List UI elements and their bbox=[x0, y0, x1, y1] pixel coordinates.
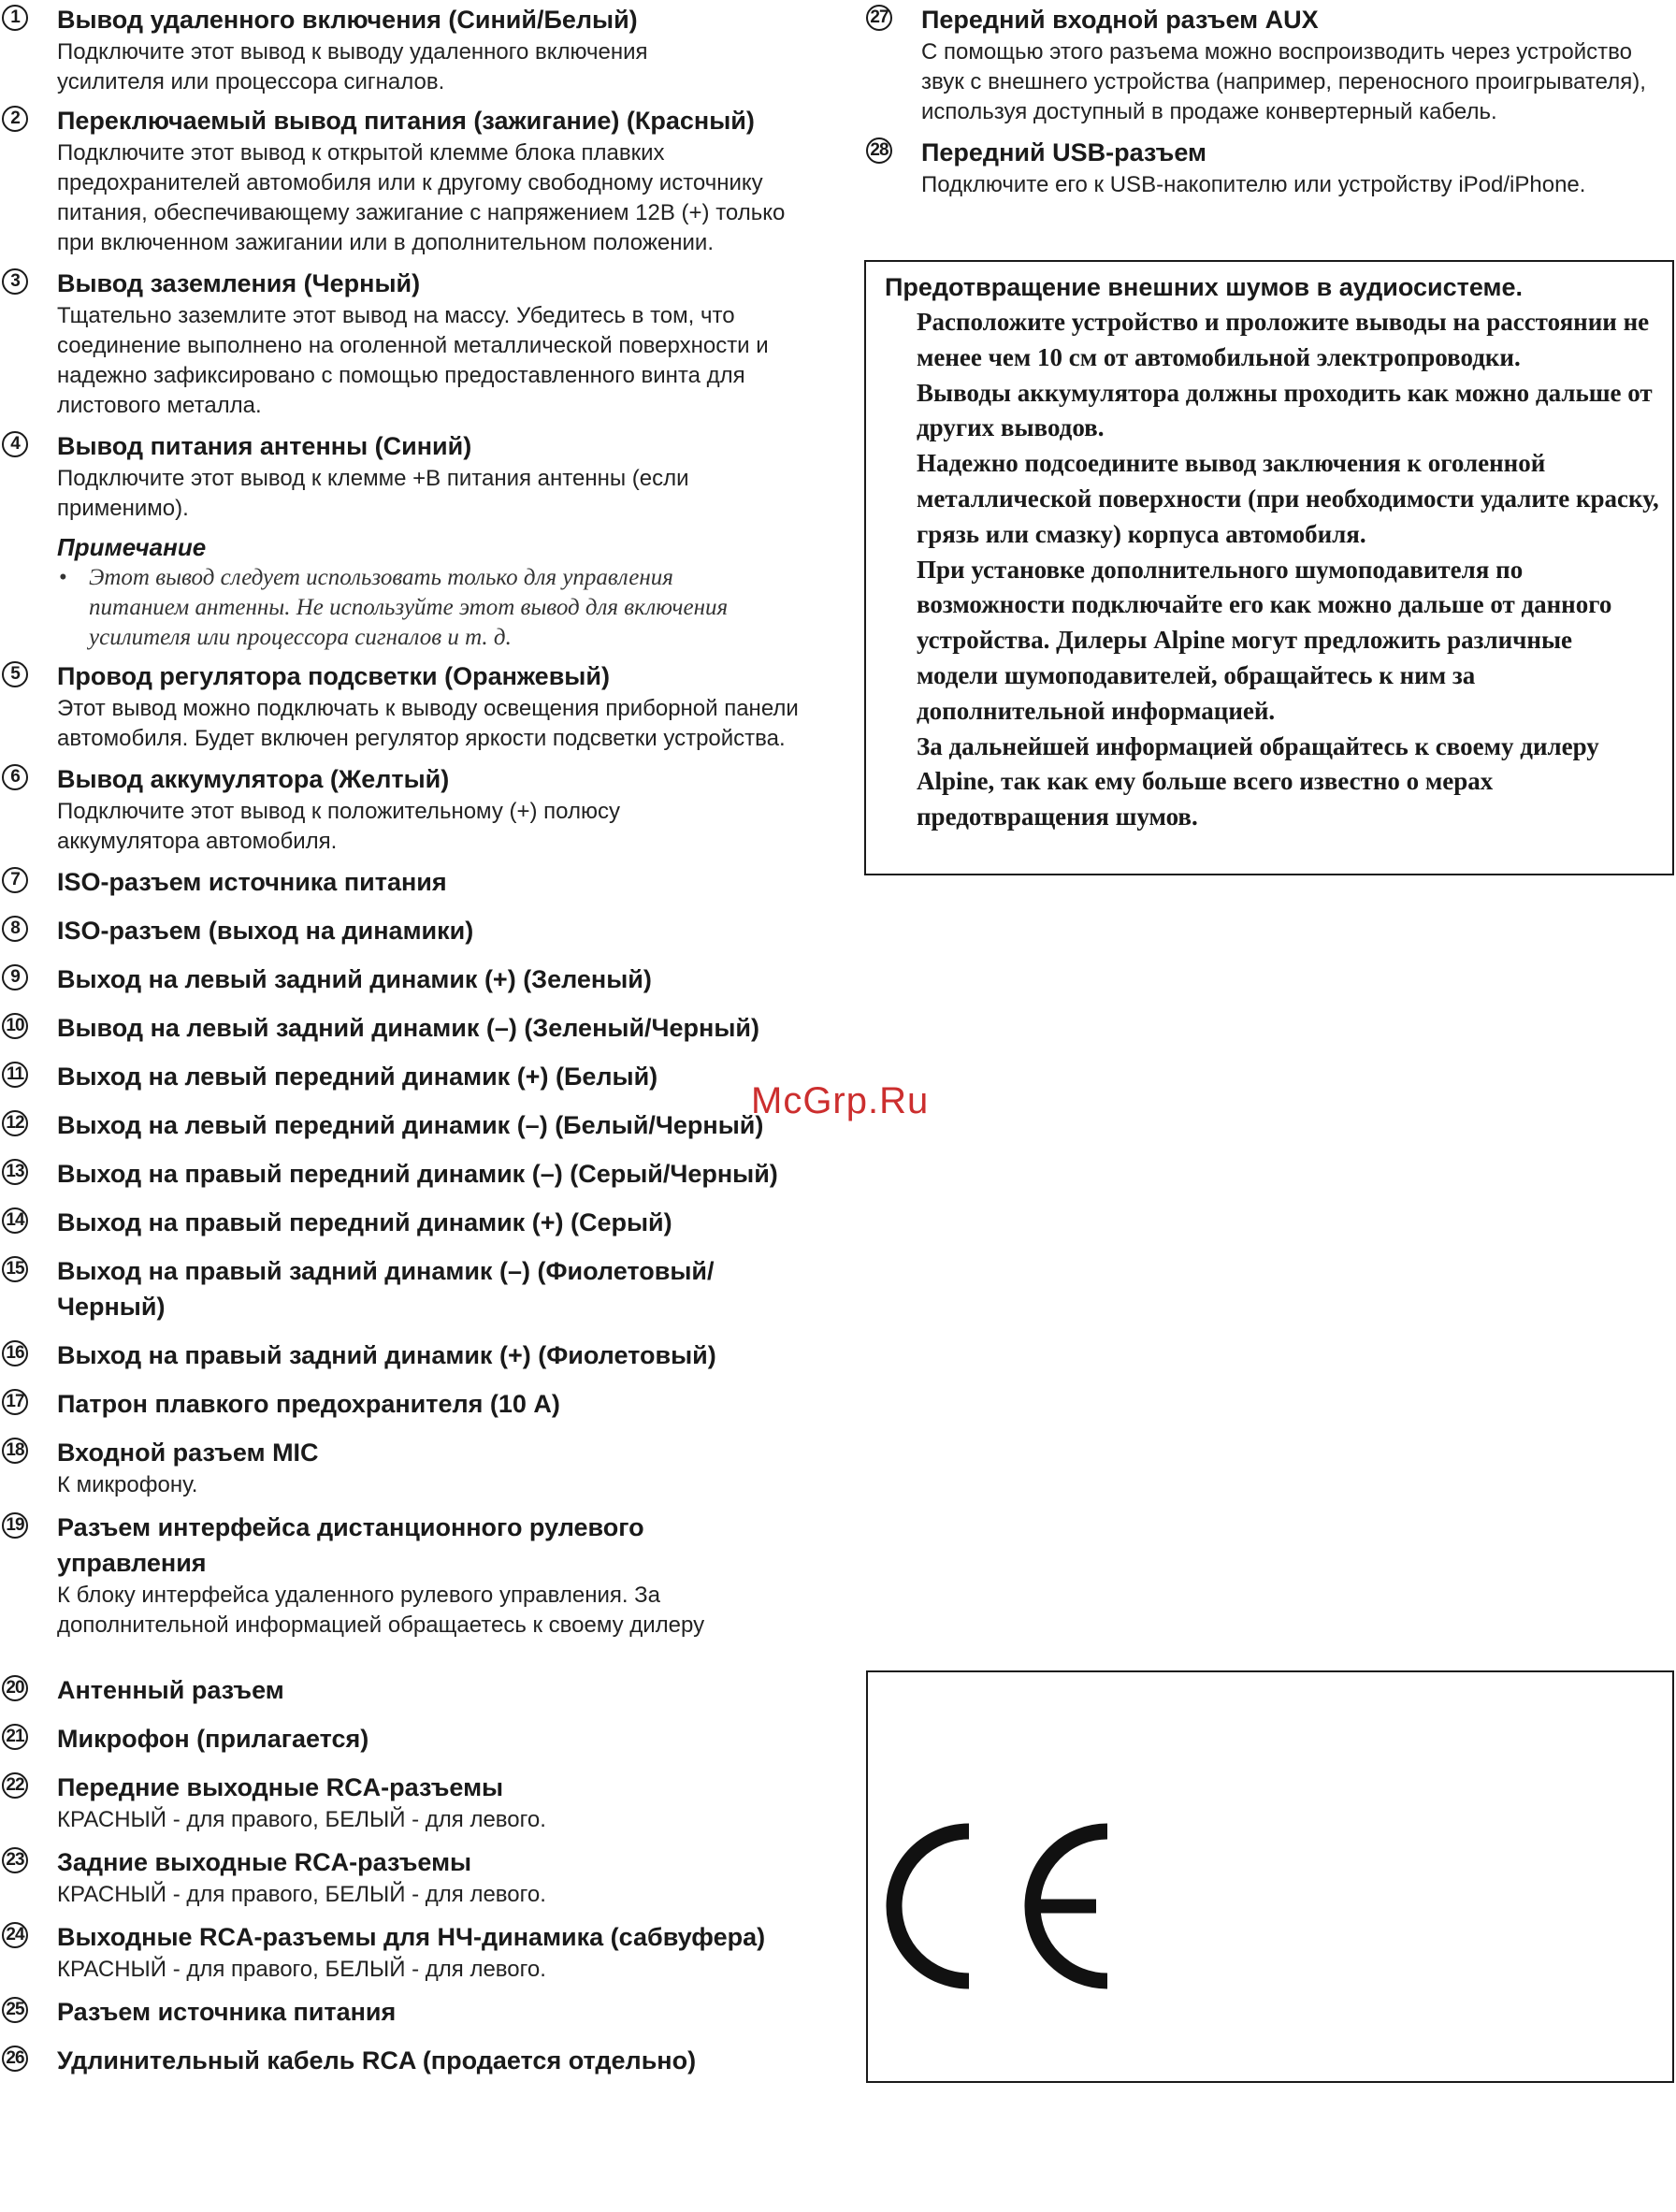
list-item bbox=[0, 1672, 823, 1708]
item-title: Передний USB-разъем bbox=[921, 138, 1206, 166]
note-body: Этот вывод следует использовать только для управления питанием антенны. Не используйте этот вывод для включения усилителя или процессора сигналов и т. д. bbox=[89, 565, 729, 650]
item-title: Выходные RCA-разъемы для НЧ-динамика (сабвуфера) bbox=[57, 1923, 766, 1951]
item-desc: Этот вывод можно подключать к выводу освещения приборной панели автомобиля. Будет включен регулятор яркости подсветки устройства. bbox=[57, 696, 799, 751]
item-desc: Подключите этот вывод к выводу удаленного включения усилителя или процессора сигналов. bbox=[57, 39, 648, 94]
item-desc: Подключите этот вывод к положительному (+) полюсу аккумулятора автомобиля. bbox=[57, 799, 620, 854]
item-title: Передний входной разъем AUX bbox=[921, 6, 1319, 34]
item-number: 19 bbox=[2, 1512, 28, 1539]
item-number: 3 bbox=[2, 268, 28, 295]
list-item bbox=[0, 761, 823, 857]
list-item bbox=[0, 1721, 823, 1757]
list-item bbox=[0, 1994, 823, 2030]
item-number: 5 bbox=[2, 661, 28, 687]
list-item bbox=[0, 1337, 823, 1373]
item-title: Антенный разъем bbox=[57, 1676, 284, 1704]
item-number: 21 bbox=[2, 1724, 28, 1750]
item-number: 15 bbox=[2, 1256, 28, 1282]
item-title: Удлинительный кабель RCA (продается отдельно) bbox=[57, 2046, 697, 2075]
item-title: Вывод удаленного включения (Синий/Белый) bbox=[57, 6, 638, 34]
list-item bbox=[0, 1010, 823, 1046]
noise-paragraph: Расположите устройство и проложите выводы на расстоянии не менее чем 10 см от автомобильной электропроводки. bbox=[917, 308, 1650, 371]
list-item bbox=[0, 1156, 823, 1192]
item-number: 18 bbox=[2, 1438, 28, 1464]
noise-box-body bbox=[885, 305, 1659, 835]
item-number: 9 bbox=[2, 964, 28, 990]
list-item bbox=[0, 1435, 823, 1500]
list-item bbox=[0, 1510, 823, 1641]
ce-mark-icon bbox=[883, 1813, 1126, 2000]
noise-paragraph: Надежно подсоедините вывод заключения к оголенной металлической поверхности (при необходимости удалите краску, грязь или смазку) корпуса автомобиля. bbox=[917, 449, 1659, 548]
list-item bbox=[864, 2, 1676, 127]
list-item bbox=[864, 135, 1676, 200]
item-number: 17 bbox=[2, 1389, 28, 1415]
item-number: 2 bbox=[2, 106, 28, 132]
item-desc: С помощью этого разъема можно воспроизводить через устройство звук с внешнего устройства (например, переносного проигрывателя), используя доступный в продаже конвертерный кабель. bbox=[921, 39, 1646, 124]
item-number: 28 bbox=[866, 137, 892, 164]
list-item bbox=[0, 1253, 823, 1324]
list-item bbox=[0, 1386, 823, 1422]
noise-paragraph: Выводы аккумулятора должны проходить как можно дальше от других выводов. bbox=[917, 378, 1653, 442]
noise-prevention-box bbox=[864, 260, 1674, 875]
ce-mark-box bbox=[866, 1670, 1674, 2083]
item-title: Разъем интерфейса дистанционного рулевого управления bbox=[57, 1513, 644, 1577]
list-item bbox=[0, 1205, 823, 1240]
list-item bbox=[0, 864, 823, 900]
noise-paragraph: При установке дополнительного шумоподавителя по возможности подключайте его как можно дальше от данного устройства. Дилеры Alpine могут предложить различные модели шумоподавителей, обращайтесь к ним за дополнительной информацией. bbox=[917, 555, 1612, 725]
item-title: Вывод аккумулятора (Желтый) bbox=[57, 765, 450, 793]
item-desc: КРАСНЫЙ - для правого, БЕЛЫЙ - для левого. bbox=[57, 1957, 546, 1982]
item-number: 24 bbox=[2, 1922, 28, 1948]
item-title: Выход на правый передний динамик (+) (Серый) bbox=[57, 1208, 672, 1236]
item-desc: К блоку интерфейса удаленного рулевого управления. За дополнительной информацией обращаетесь к своему дилеру bbox=[57, 1583, 705, 1638]
watermark-text: McGrp.Ru bbox=[751, 1080, 930, 1121]
list-item bbox=[0, 266, 823, 421]
item-desc: КРАСНЫЙ - для правого, БЕЛЫЙ - для левого. bbox=[57, 1882, 546, 1907]
item-title: Вывод питания антенны (Синий) bbox=[57, 432, 472, 460]
item-number: 1 bbox=[2, 5, 28, 31]
item-number: 22 bbox=[2, 1772, 28, 1799]
noise-paragraph: За дальнейшей информацией обращайтесь к своему дилеру Alpine, так как ему больше всего известно о мерах предотвращения шумов. bbox=[917, 731, 1599, 831]
item-desc: Подключите его к USB-накопителю или устройству iPod/iPhone. bbox=[921, 172, 1586, 197]
item-number: 11 bbox=[2, 1062, 28, 1088]
item-title: Микрофон (прилагается) bbox=[57, 1725, 369, 1753]
item-title: Патрон плавкого предохранителя (10 A) bbox=[57, 1390, 560, 1418]
item-number: 12 bbox=[2, 1110, 28, 1136]
list-item bbox=[0, 961, 823, 997]
bullet-icon: • bbox=[59, 565, 67, 590]
list-item bbox=[0, 1919, 823, 1985]
item-number: 6 bbox=[2, 764, 28, 790]
noise-box-title: Предотвращение внешних шумов в аудиосистеме. bbox=[885, 273, 1523, 301]
item-desc: Подключите этот вывод к открытой клемме блока плавких предохранителей автомобиля или к другому свободному источнику питания, обеспечивающему зажигание с напряжением 12В (+) только при включенном зажигании или в дополнительном положении. bbox=[57, 140, 786, 255]
item-title: Выход на правый задний динамик (–) (Фиолетовый/ Черный) bbox=[57, 1257, 715, 1321]
item-title: Выход на левый передний динамик (+) (Белый) bbox=[57, 1063, 658, 1091]
item-title: Выход на левый передний динамик (–) (Белый/Черный) bbox=[57, 1111, 764, 1139]
item-title: Задние выходные RCA-разъемы bbox=[57, 1848, 472, 1876]
item-number: 27 bbox=[866, 5, 892, 31]
item-title: Вывод заземления (Черный) bbox=[57, 269, 421, 297]
item-title: Входной разъем MIC bbox=[57, 1439, 319, 1467]
note-heading: Примечание bbox=[57, 533, 207, 561]
left-column bbox=[0, 0, 823, 2078]
item-desc: КРАСНЫЙ - для правого, БЕЛЫЙ - для левого. bbox=[57, 1807, 546, 1832]
item-title: Выход на правый передний динамик (–) (Серый/Черный) bbox=[57, 1160, 778, 1188]
right-column bbox=[864, 0, 1676, 200]
item-title: Переключаемый вывод питания (зажигание) (Красный) bbox=[57, 107, 755, 135]
list-item bbox=[0, 913, 823, 948]
item-title: Вывод на левый задний динамик (–) (Зеленый/Черный) bbox=[57, 1014, 759, 1042]
item-number: 7 bbox=[2, 867, 28, 893]
list-item bbox=[0, 103, 823, 258]
item-title: ISO-разъем источника питания bbox=[57, 868, 447, 896]
item-title: Разъем источника питания bbox=[57, 1998, 397, 2026]
list-item bbox=[0, 1770, 823, 1835]
item-number: 25 bbox=[2, 1997, 28, 2023]
item-title: ISO-разъем (выход на динамики) bbox=[57, 917, 474, 945]
item-number: 10 bbox=[2, 1013, 28, 1039]
item-number: 4 bbox=[2, 431, 28, 457]
list-item bbox=[0, 1059, 823, 1094]
list-item bbox=[0, 1107, 823, 1143]
list-item bbox=[0, 1844, 823, 1910]
item-desc: К микрофону. bbox=[57, 1472, 198, 1497]
item-number: 13 bbox=[2, 1159, 28, 1185]
item-desc: Тщательно заземлите этот вывод на массу. Убедитесь в том, что соединение выполнено на оголенной металлической поверхности и надежно зафиксировано с помощью предоставленного винта для листового металла. bbox=[57, 303, 769, 418]
item-number: 16 bbox=[2, 1340, 28, 1366]
item-title: Провод регулятора подсветки (Оранжевый) bbox=[57, 662, 610, 690]
item-title: Выход на правый задний динамик (+) (Фиолетовый) bbox=[57, 1341, 716, 1369]
item-title: Передние выходные RCA-разъемы bbox=[57, 1773, 504, 1801]
item-desc: Подключите этот вывод к клемме +B питания антенны (если применимо). bbox=[57, 466, 689, 521]
item-number: 8 bbox=[2, 916, 28, 942]
note-text bbox=[57, 563, 772, 653]
list-item bbox=[0, 658, 823, 754]
list-item bbox=[0, 2043, 823, 2078]
list-item bbox=[0, 428, 823, 653]
list-item bbox=[0, 2, 823, 97]
item-number: 20 bbox=[2, 1675, 28, 1701]
item-number: 23 bbox=[2, 1847, 28, 1873]
item-number: 14 bbox=[2, 1207, 28, 1234]
item-title: Выход на левый задний динамик (+) (Зеленый) bbox=[57, 965, 652, 993]
item-number: 26 bbox=[2, 2046, 28, 2072]
